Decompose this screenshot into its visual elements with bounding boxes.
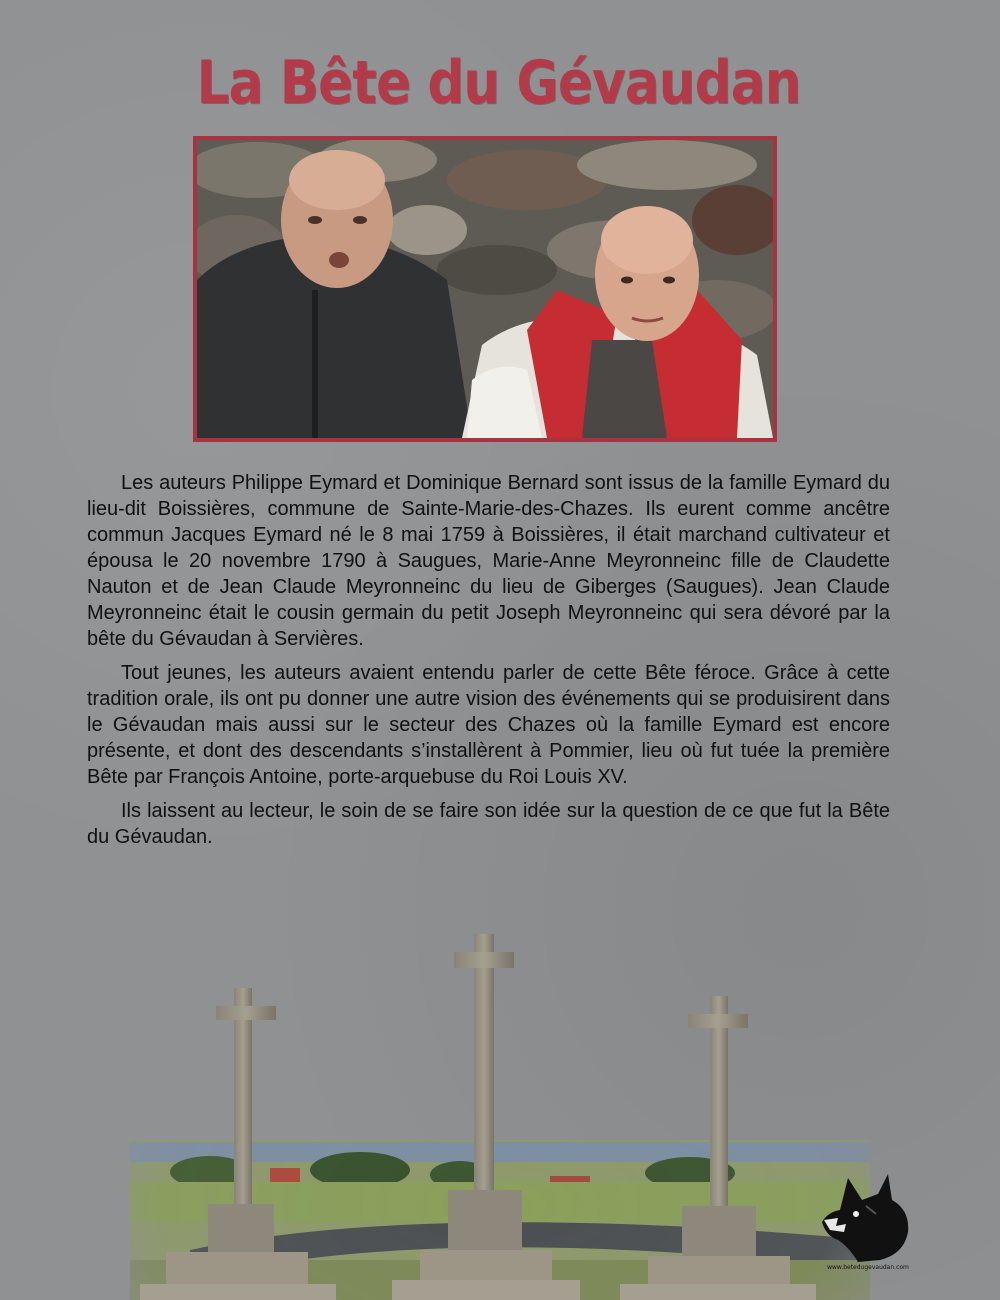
- page-title: La Bête du Gévaudan: [196, 48, 801, 118]
- paragraph-2: Tout jeunes, les auteurs avaient entendu parler de cette Bête féroce. Grâce à cette tradition orale, ils ont pu donner une autre vision des événements qui se produisirent dans le Gévaudan mais aussi sur le secteur des Chazes où la famille Eymard est encore présente, et dont des descendants s’installèrent à Pommier, lieu où fut tuée la première Bête par François Antoine, porte-arquebuse du Roi Louis XV.: [87, 662, 890, 788]
- paragraph-3: Ils laissent au lecteur, le soin de se faire son idée sur la question de ce que fut la Bête du Gévaudan.: [87, 800, 890, 848]
- stone-crosses-photo: [130, 920, 870, 1300]
- logo-caption: www.betedugevaudan.com: [827, 1264, 909, 1271]
- authors-photo-image: [197, 140, 773, 438]
- stone-crosses-image: [130, 920, 870, 1300]
- authors-photo: [193, 136, 777, 442]
- body-text: [87, 470, 890, 858]
- paragraph-1: Les auteurs Philippe Eymard et Dominique Bernard sont issus de la famille Eymard du lieu-dit Boissières, commune de Sainte-Marie-des-Chazes. Ils eurent comme ancêtre commun Jacques Eymard né le 8 mai 1759 à Boissières, il était marchand cultivateur et épousa le 20 novembre 1790 à Saugues, Marie-Anne Meyronneinc fille de Claudette Nauton et de Jean Claude Meyronneinc du lieu de Giberges (Saugues). Jean Claude Meyronneinc était le cousin germain du petit Joseph Meyronneinc qui sera dévoré par la bête du Gévaudan à Servières.: [87, 472, 890, 650]
